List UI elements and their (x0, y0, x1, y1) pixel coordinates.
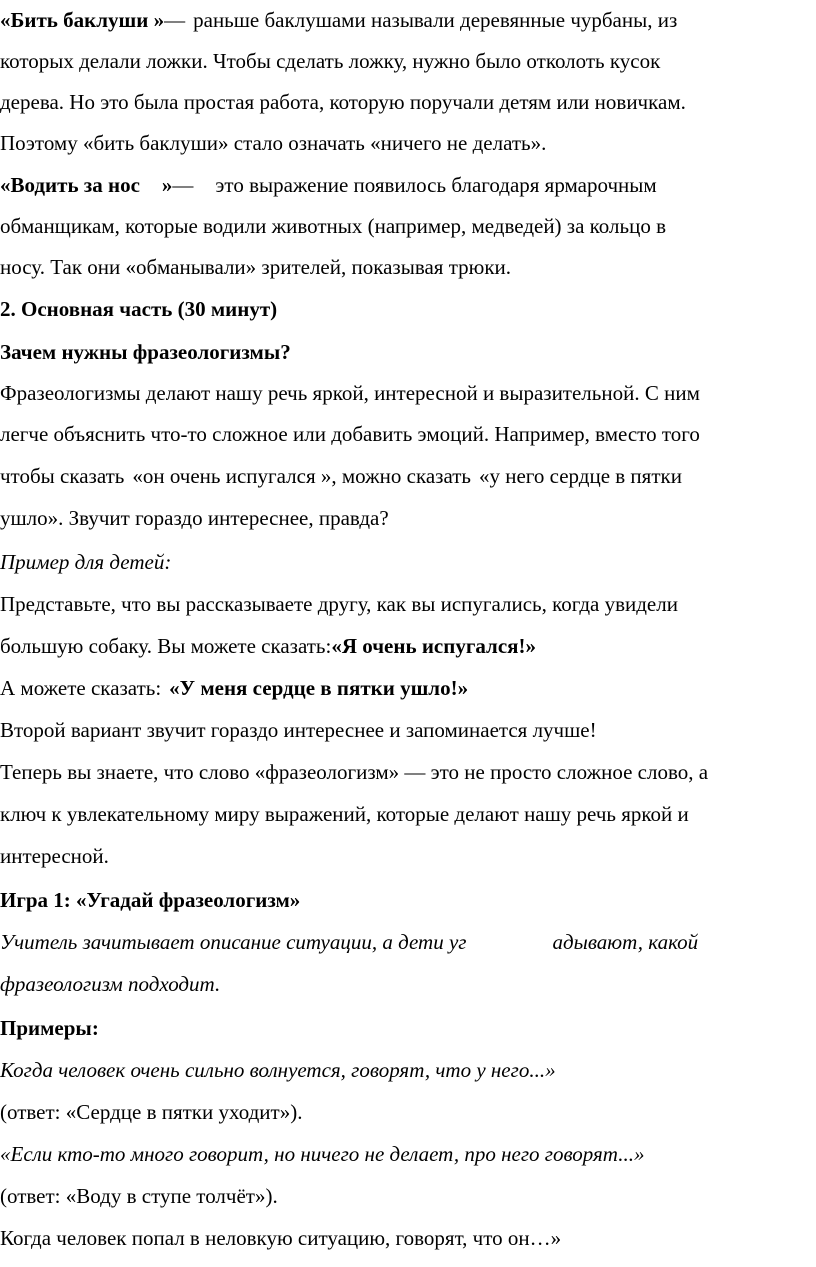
text: раньше баклушами называли деревянные чурбаны, из (193, 8, 678, 32)
paragraph-why-line-2: легче объяснить что-то сложное или добавить эмоций. Например, вместо того (0, 422, 700, 446)
bold-quote: «Я очень испугался!» (331, 634, 537, 658)
example-2-answer: (ответ: «Воду в ступе толчёт»). (0, 1184, 278, 1208)
game-1-description-line-1 (0, 927, 698, 957)
paragraph-example-line-4: Второй вариант звучит гораздо интереснее и запоминается лучше! (0, 718, 597, 742)
example-2-question: «Если кто-то много говорит, но ничего не делает, про него говорят...» (0, 1142, 645, 1166)
text: чтобы сказать (0, 464, 125, 488)
quote-example: «у него сердце в пятки (479, 464, 682, 488)
paragraph-bit-baklushi-line-1 (0, 5, 677, 35)
text: Учитель зачитывает описание ситуации, а дети уг (0, 930, 467, 954)
heading-game-1: Игра 1: «Угадай фразеологизм» (0, 888, 301, 912)
paragraph-why-line-1: Фразеологизмы делают нашу речь яркой, интересной и выразительной. С ним (0, 381, 700, 405)
paragraph-bit-baklushi-line-4: Поэтому «бить баклуши» стало означать «ничего не делать». (0, 131, 547, 155)
text: большую собаку. Вы можете сказать: (0, 634, 332, 658)
idiom-term-bit-baklushi: «Бить баклуши » (0, 8, 165, 32)
paragraph-vodit-za-nos-line-1 (0, 170, 657, 200)
heading-examples: Примеры: (0, 1016, 99, 1040)
text: это выражение появилось благодаря ярмарочным (215, 173, 657, 197)
example-1-answer: (ответ: «Сердце в пятки уходит»). (0, 1100, 303, 1124)
idiom-term-vodit-za-nos: «Водить за нос (0, 173, 140, 197)
paragraph-example-line-3 (0, 673, 468, 703)
paragraph-why-line-4: ушло». Звучит гораздо интереснее, правда? (0, 506, 389, 530)
paragraph-vodit-za-nos-line-2: обманщикам, которые водили животных (например, медведей) за кольцо в (0, 214, 666, 238)
paragraph-why-line-3 (0, 461, 682, 491)
paragraph-now-line-2: ключ к увлекательному миру выражений, которые делают нашу речь яркой и (0, 802, 689, 826)
idiom-term-close-quote: » (161, 173, 173, 197)
example-3-question: Когда человек попал в неловкую ситуацию, говорят, что он…» (0, 1226, 562, 1250)
dash: — (172, 173, 194, 197)
paragraph-bit-baklushi-line-3: дерева. Но это была простая работа, которую поручали детям или новичкам. (0, 90, 686, 114)
example-1-question: Когда человек очень сильно волнуется, говорят, что у него...» (0, 1058, 556, 1082)
bold-quote: «У меня сердце в пятки ушло!» (169, 676, 469, 700)
section-heading-main-part: 2. Основная часть (30 минут) (0, 297, 278, 321)
text: адывают, какой (552, 930, 699, 954)
paragraph-example-line-1: Представьте, что вы рассказываете другу, как вы испугались, когда увидели (0, 592, 678, 616)
paragraph-vodit-za-nos-line-3: носу. Так они «обманывали» зрителей, показывая трюки. (0, 255, 512, 279)
text: А можете сказать: (0, 676, 162, 700)
paragraph-now-line-1: Теперь вы знаете, что слово «фразеологизм» — это не просто сложное слово, а (0, 760, 709, 784)
subheading-why-idioms: Зачем нужны фразеологизмы? (0, 340, 291, 364)
example-label: Пример для детей: (0, 550, 172, 574)
paragraph-bit-baklushi-line-2: которых делали ложки. Чтобы сделать ложку, нужно было отколоть кусок (0, 49, 661, 73)
paragraph-example-line-2 (0, 631, 536, 661)
paragraph-now-line-3: интересной. (0, 844, 109, 868)
game-1-description-line-2: фразеологизм подходит. (0, 972, 221, 996)
quote-example: «он очень испугался », можно сказать (132, 464, 471, 488)
dash: — (164, 8, 186, 32)
